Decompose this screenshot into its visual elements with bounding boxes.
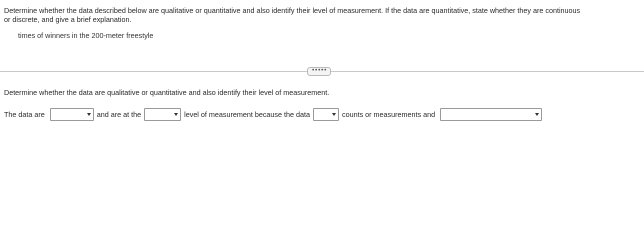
counts-dropdown[interactable] bbox=[313, 108, 339, 121]
chevron-down-icon bbox=[332, 113, 336, 116]
expand-button[interactable]: ••••• bbox=[307, 67, 331, 76]
data-description: times of winners in the 200-meter freestyle bbox=[18, 31, 154, 40]
answer-text-2: and are at the bbox=[96, 109, 142, 119]
answer-text-1: The data are bbox=[4, 109, 45, 119]
answer-text-3: level of measurement because the data bbox=[184, 109, 310, 119]
instruction-text: Determine whether the data are qualitative or quantitative and also identify their level of measurement. bbox=[4, 88, 330, 97]
chevron-down-icon bbox=[174, 113, 178, 116]
answer-sentence bbox=[4, 107, 545, 121]
question-line-2: or discrete, and give a brief explanation. bbox=[4, 15, 132, 24]
chevron-down-icon bbox=[535, 113, 539, 116]
explanation-dropdown[interactable] bbox=[440, 108, 542, 121]
answer-text-4: counts or measurements and bbox=[341, 109, 436, 119]
level-dropdown[interactable] bbox=[144, 108, 181, 121]
question-line-1: Determine whether the data described below are qualitative or quantitative and also identify their level of measurement. If the data are quantitative, state whether they are continuous bbox=[4, 6, 581, 15]
question-text bbox=[4, 6, 636, 24]
data-type-dropdown[interactable] bbox=[50, 108, 94, 121]
chevron-down-icon bbox=[87, 113, 91, 116]
